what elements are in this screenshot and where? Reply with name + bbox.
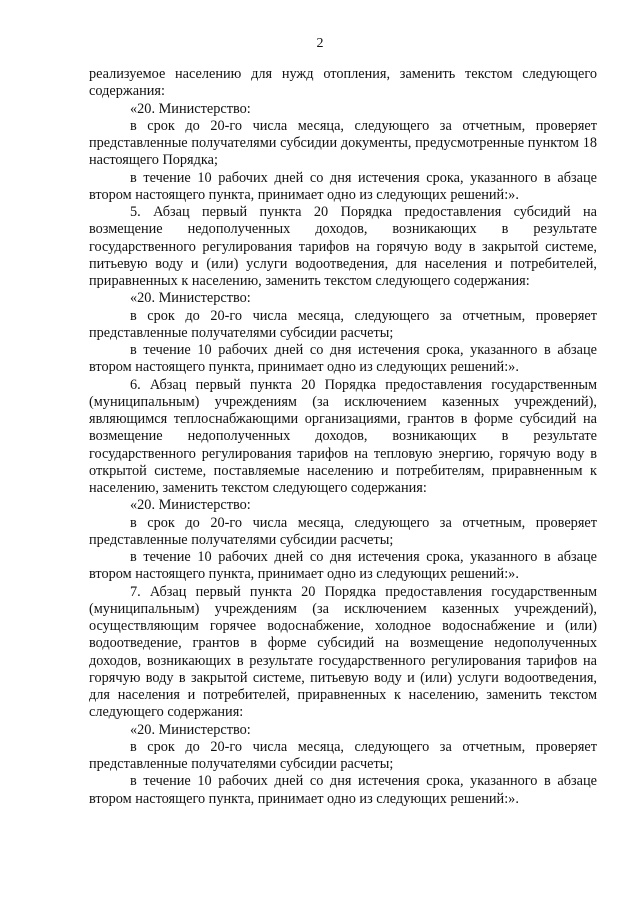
paragraph-7: в срок до 20-го числа месяца, следующего за отчетным, проверяет представленные получателями субсидии расчеты; (89, 307, 597, 341)
paragraph-15: в срок до 20-го числа месяца, следующего за отчетным, проверяет представленные получателями субсидии расчеты; (89, 738, 597, 772)
paragraph-11: в срок до 20-го числа месяца, следующего за отчетным, проверяет представленные получателями субсидии расчеты; (89, 514, 597, 548)
paragraph-16: в течение 10 рабочих дней со дня истечения срока, указанного в абзаце втором настоящего пункта, принимает одно из следующих решений:». (89, 773, 597, 807)
paragraph-4: в течение 10 рабочих дней со дня истечения срока, указанного в абзаце втором настоящего пункта, принимает одно из следующих решений:». (89, 169, 597, 203)
page-number: 2 (316, 36, 324, 51)
paragraph-1: реализуемое населению для нужд отопления, заменить текстом следующего содержания: (89, 66, 597, 100)
paragraph-2: «20. Министерство: (130, 100, 251, 117)
paragraph-9: 6. Абзац первый пункта 20 Порядка предоставления государственным (муниципальным) учреждениям (за исключением казенных учреждений), являющимся теплоснабжающими организациями, грантов в форме субсидий на возмещение недополученных доходов, возникающих в результате государственного регулирования тарифов на тепловую энергию, горячую воду в открытой системе, поставляемые населению и потребителям, приравненным к населению, заменить текстом следующего содержания: (89, 376, 597, 496)
paragraph-8: в течение 10 рабочих дней со дня истечения срока, указанного в абзаце втором настоящего пункта, принимает одно из следующих решений:». (89, 342, 597, 376)
paragraph-10: «20. Министерство: (130, 497, 251, 514)
document-body (89, 66, 597, 808)
paragraph-12: в течение 10 рабочих дней со дня истечения срока, указанного в абзаце втором настоящего пункта, принимает одно из следующих решений:». (89, 549, 597, 583)
paragraph-6: «20. Министерство: (130, 290, 251, 307)
paragraph-3: в срок до 20-го числа месяца, следующего за отчетным, проверяет представленные получателями субсидии документы, предусмотренные пунктом 18 настоящего Порядка; (89, 117, 597, 169)
paragraph-14: «20. Министерство: (130, 721, 251, 738)
paragraph-13: 7. Абзац первый пункта 20 Порядка предоставления государственным (муниципальным) учреждениям (за исключением казенных учреждений), осуществляющим горячее водоснабжение, холодное водоснабжение и (или) водоотведение, грантов в форме субсидий на возмещение недополученных доходов, возникающих в результате государственного регулирования тарифов на горячую воду в закрытой системе, питьевую воду и (или) услуги водоотведения, для населения и потребителей, приравненных к населению, заменить текстом следующего содержания: (89, 583, 597, 721)
paragraph-5: 5. Абзац первый пункта 20 Порядка предоставления субсидий на возмещение недополученных доходов, возникающих в результате государственного регулирования тарифов на горячую воду в закрытой системе, питьевую воду и (или) услуги водоотведения, для населения и потребителей, приравненных к населению, заменить текстом следующего содержания: (89, 204, 597, 289)
